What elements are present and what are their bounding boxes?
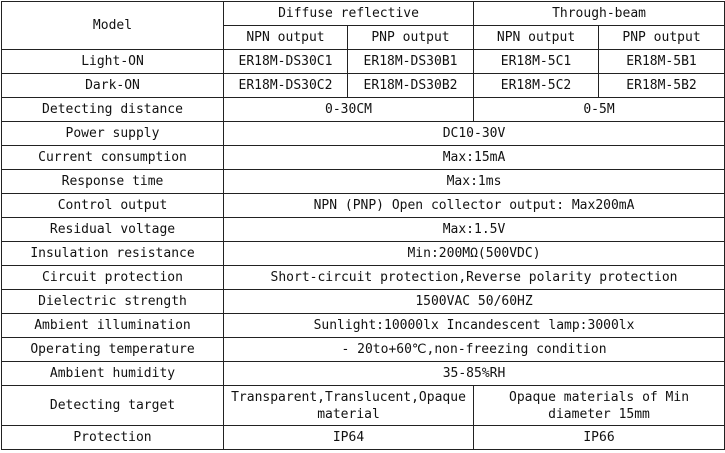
row-label: Current consumption	[2, 146, 224, 170]
model-header: Model	[2, 2, 224, 50]
model-cell: ER18M-DS30C1	[224, 50, 348, 74]
table-row	[2, 98, 725, 122]
table-row	[2, 170, 725, 194]
value-cell: IP66	[474, 426, 725, 450]
table-row	[2, 50, 725, 74]
npn-output-header: NPN output	[224, 26, 348, 50]
model-cell: ER18M-DS30B1	[348, 50, 474, 74]
model-cell: ER18M-5C2	[474, 74, 599, 98]
row-label: Operating temperature	[2, 338, 224, 362]
row-label: Response time	[2, 170, 224, 194]
table-row	[2, 266, 725, 290]
value-cell: 1500VAC 50/60HZ	[224, 290, 725, 314]
spec-table	[1, 1, 725, 450]
header-row-1	[2, 2, 725, 26]
value-cell: - 20to+60℃,non-freezing condition	[224, 338, 725, 362]
row-label: Ambient illumination	[2, 314, 224, 338]
through-beam-header: Through-beam	[474, 2, 725, 26]
row-label: Detecting target	[2, 386, 224, 426]
row-label: Control output	[2, 194, 224, 218]
diffuse-header: Diffuse reflective	[224, 2, 474, 26]
table-row	[2, 74, 725, 98]
table-row	[2, 122, 725, 146]
value-cell: Sunlight:10000lx Incandescent lamp:3000lx	[224, 314, 725, 338]
value-cell: 0-5M	[474, 98, 725, 122]
value-cell: Max:1ms	[224, 170, 725, 194]
value-cell: Transparent,Translucent,Opaque material	[224, 386, 474, 426]
row-label: Detecting distance	[2, 98, 224, 122]
table-row	[2, 146, 725, 170]
table-row	[2, 194, 725, 218]
value-cell: Max:1.5V	[224, 218, 725, 242]
value-cell: 35-85%RH	[224, 362, 725, 386]
table-row	[2, 242, 725, 266]
model-cell: ER18M-5C1	[474, 50, 599, 74]
pnp-output-header: PNP output	[348, 26, 474, 50]
value-cell: 0-30CM	[224, 98, 474, 122]
table-row	[2, 338, 725, 362]
row-label: Power supply	[2, 122, 224, 146]
table-row	[2, 218, 725, 242]
row-label: Ambient humidity	[2, 362, 224, 386]
model-cell: ER18M-5B1	[599, 50, 725, 74]
model-cell: ER18M-DS30C2	[224, 74, 348, 98]
model-cell: ER18M-DS30B2	[348, 74, 474, 98]
value-cell: Min:200MΩ(500VDC)	[224, 242, 725, 266]
row-label: Circuit protection	[2, 266, 224, 290]
value-cell: IP64	[224, 426, 474, 450]
npn-output-header: NPN output	[474, 26, 599, 50]
table-row	[2, 362, 725, 386]
row-label: Light-ON	[2, 50, 224, 74]
value-cell: NPN (PNP) Open collector output: Max200mA	[224, 194, 725, 218]
table-row	[2, 426, 725, 450]
model-cell: ER18M-5B2	[599, 74, 725, 98]
row-label: Protection	[2, 426, 224, 450]
row-label: Dielectric strength	[2, 290, 224, 314]
value-cell: Max:15mA	[224, 146, 725, 170]
pnp-output-header: PNP output	[599, 26, 725, 50]
table-row	[2, 386, 725, 426]
row-label: Insulation resistance	[2, 242, 224, 266]
table-row	[2, 290, 725, 314]
row-label: Dark-ON	[2, 74, 224, 98]
value-cell: Opaque materials of Min diameter 15mm	[474, 386, 725, 426]
value-cell: Short-circuit protection,Reverse polarity protection	[224, 266, 725, 290]
row-label: Residual voltage	[2, 218, 224, 242]
table-row	[2, 314, 725, 338]
value-cell: DC10-30V	[224, 122, 725, 146]
